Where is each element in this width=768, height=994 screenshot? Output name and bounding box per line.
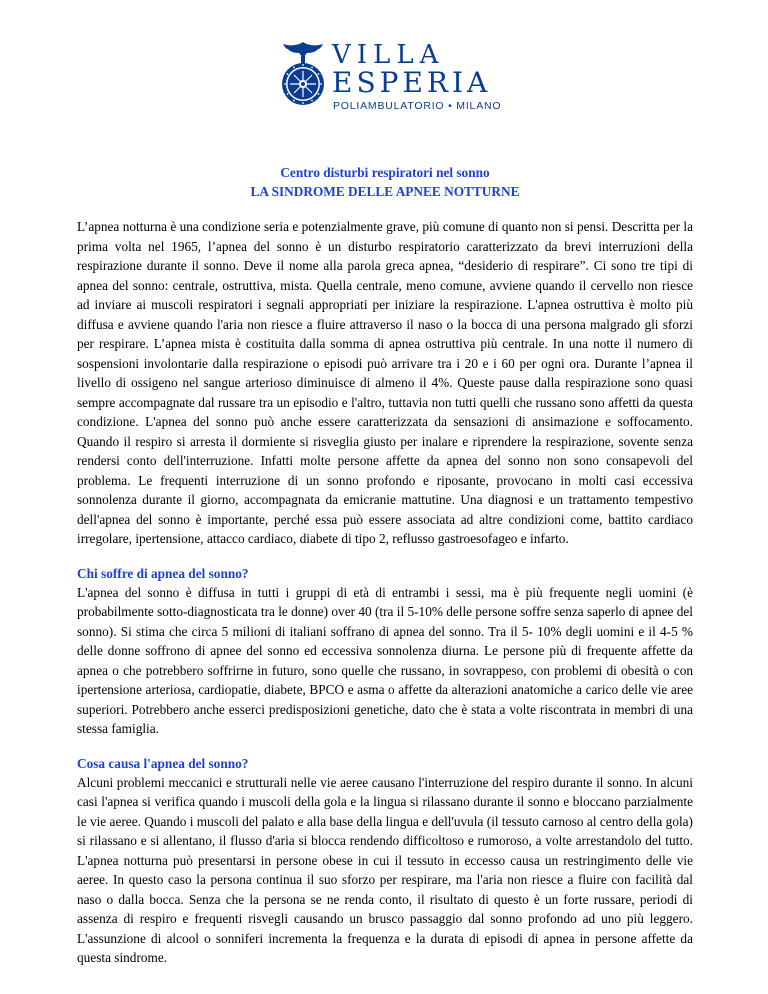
document-body [77, 163, 693, 968]
section-body-who: L'apnea del sonno è diffusa in tutti i gruppi di età di entrambi i sessi, ma è più frequente negli uomini (è probabilmente sotto-diagnosticata tra le donne) over 40 (tra il 5-10% delle persone soffre senza saperlo di apnee del sonno). Si stima che circa 5 milioni di italiani soffrano di apnea del sonno. Tra il 5- 10% degli uomini e il 4-5 % delle donne soffrono di apnee del sonno ed eccessiva sonnolenza diurna. Le persone più di frequente affette da apnea o che potrebbero soffrirne in futuro, sono quelle che russano, in sovrappeso, con problemi di obesità o con ipertensione arteriosa, cardiopatie, diabete, BPCO e asma o affette da alterazioni anatomiche a carico delle vie aree superiori. Potrebbero anche esserci predisposizioni genetiche, dato che è stata a volte riscontrata in membri di una stessa famiglia. [77, 584, 693, 736]
document-title [77, 163, 693, 201]
logo-word-esperia: ESPERIA [332, 66, 492, 99]
seal-emblem-icon [280, 40, 326, 108]
title-line-2: LA SINDROME DELLE APNEE NOTTURNE [250, 184, 520, 199]
title-line-1: Centro disturbi respiratori nel sonno [280, 165, 490, 180]
section-body-causes: Alcuni problemi meccanici e strutturali nelle vie aeree causano l'interruzione del respiro durante il sonno. In alcuni casi l'apnea si verifica quando i muscoli della gola e la lingua si rilassano durante il sonno e bloccano parzialmente le vie aeree. Quando i muscoli del palato e alla base della lingua e dell'uvula (il tessuto carnoso al centro della gola) si rilassano e si allentano, il flusso d'aria si blocca rendendo difficoltoso e rumoroso, a volte arrestandolo del tutto. L'apnea notturna può presentarsi in persone obese in cui il tessuto in eccesso causa un restringimento delle vie aeree. In questo caso la persona continua il suo sforzo per respirare, ma l'aria non riesce a fluire con facilità dal naso o dalla bocca. Senza che la persona se ne renda conto, il risultato di questo è un forte russare, periodi di assenza di respiro e frequenti risvegli causando un brusco passaggio dal sonno profondo ad uno più leggero. L'assunzione di alcool o sonniferi incrementa la frequenza e la durata di episodi di apnea in persone affette da questa sindrome. [77, 774, 693, 965]
section-heading-who: Chi soffre di apnea del sonno? [77, 565, 249, 581]
section-heading-causes: Cosa causa l'apnea del sonno? [77, 755, 249, 771]
logo-word-villa: VILLA [332, 40, 445, 70]
logo-tagline: POLIAMBULATORIO • MILANO [333, 100, 502, 112]
villa-esperia-logo [280, 40, 502, 120]
intro-paragraph: L’apnea notturna è una condizione seria e potenzialmente grave, più comune di quanto non si pensi. Descritta per la prima volta nel 1965, l’apnea del sonno è un disturbo respiratorio caratterizzato da brevi interruzioni della respirazione durante il sonno. Deve il nome alla parola greca apnea, “desiderio di respirare”. Ci sono tre tipi di apnea del sonno: centrale, ostruttiva, mista. Quella centrale, meno comune, avviene quando il cervello non riesce ad inviare ai muscoli respiratori i segnali appropriati per iniziare la respirazione. L'apnea ostruttiva è molto più diffusa e avviene quando l'aria non riesce a fluire attraverso il naso o la bocca di una persona malgrado gli sforzi per respirare. L’apnea mista è costituita dalla somma di apnea ostruttiva più centrale. In una notte il numero di sospensioni involontarie dalla respirazione o episodi può arrivare tra i 20 e i 60 per ogni ora. Durante l’apnea il livello di ossigeno nel sangue arterioso diminuisce di almeno il 4%. Queste pause dalla respirazione sono quasi sempre accompagnate dal russare tra un episodio e l'altro, tuttavia non tutti quelli che russano sono affetti da questa condizione. L'apnea del sonno può anche essere caratterizzata da sensazioni di ansimazione e soffocamento. Quando il respiro si arresta il dormiente si risveglia giusto per inalare e riprendere la respirazione, sovente senza rendersi conto dell'interruzione. Infatti molte persone affette da apnea del sonno non sono consapevoli del problema. Le frequenti interruzione di un sonno profondo e riposante, provocano in molti casi eccessiva sonnolenza durante il giorno, accompagnata da emicranie mattutine. Una diagnosi e un trattamento tempestivo dell'apnea del sonno è importante, perché essa può essere associata ad altre condizioni come, battito cardiaco irregolare, ipertensione, attacco cardiaco, diabete di tipo 2, reflusso gastroesofageo e infarto. [77, 219, 693, 546]
